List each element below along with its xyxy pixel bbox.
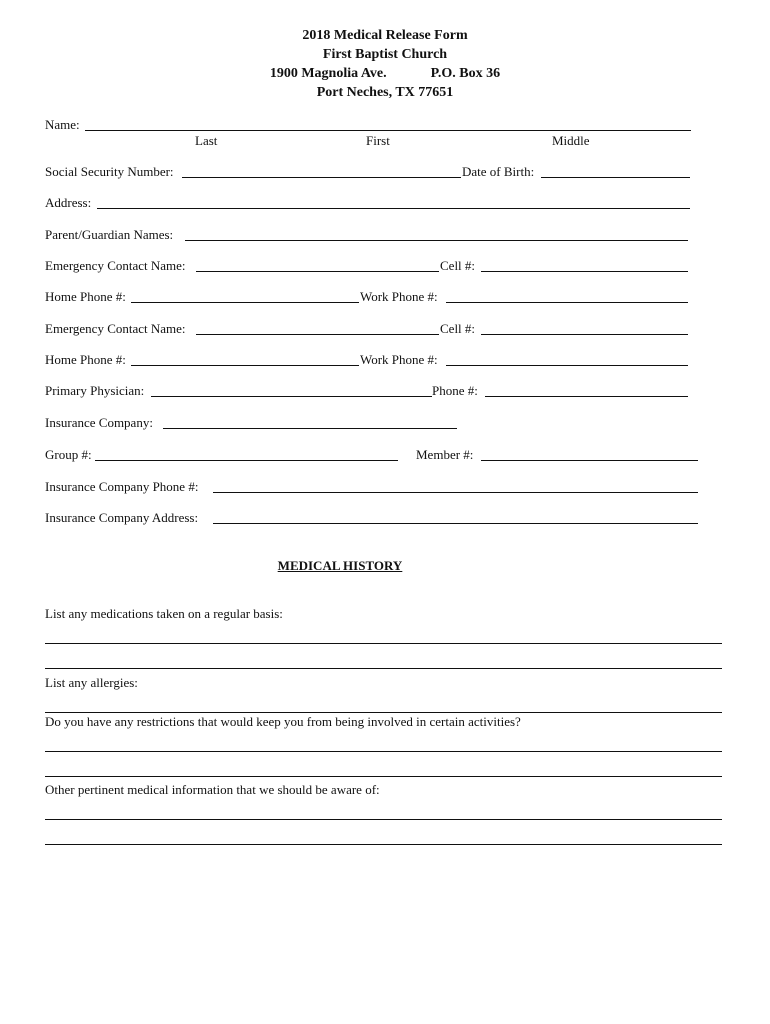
- home-phone-2-field[interactable]: [131, 365, 359, 366]
- insurance-phone-row: [45, 479, 705, 495]
- name-field[interactable]: [85, 130, 691, 131]
- work-phone-2-field[interactable]: [446, 365, 688, 366]
- insurance-company-label: Insurance Company:: [45, 415, 153, 430]
- cell-2-label: Cell #:: [440, 321, 476, 336]
- dob-label: Date of Birth:: [462, 164, 535, 179]
- other-info-prompt: Other pertinent medical information that we should be aware of:: [45, 782, 380, 797]
- phone-2-row: [45, 352, 695, 368]
- work-phone-1-label: Work Phone #:: [360, 289, 438, 304]
- ssn-field[interactable]: [182, 177, 461, 178]
- home-phone-2-label: Home Phone #:: [45, 352, 126, 367]
- medical-history-title: MEDICAL HISTORY: [277, 558, 403, 573]
- insurance-phone-field[interactable]: [213, 492, 698, 493]
- member-field[interactable]: [481, 460, 698, 461]
- church-address-line: [0, 64, 770, 83]
- parent-guardian-label: Parent/Guardian Names:: [45, 227, 174, 242]
- restrictions-prompt: Do you have any restrictions that would keep you from being involved in certain activities?: [45, 714, 521, 729]
- cell-2-field[interactable]: [481, 334, 688, 335]
- phone-1-row: [45, 289, 695, 305]
- emergency-contact-1-field[interactable]: [196, 271, 439, 272]
- home-phone-1-field[interactable]: [131, 302, 359, 303]
- home-phone-1-label: Home Phone #:: [45, 289, 126, 304]
- medications-line-1[interactable]: [45, 643, 722, 644]
- emergency-contact-2-label: Emergency Contact Name:: [45, 321, 186, 336]
- primary-physician-field[interactable]: [151, 396, 432, 397]
- work-phone-1-field[interactable]: [446, 302, 688, 303]
- restrictions-line-1[interactable]: [45, 751, 722, 752]
- group-member-row: [45, 447, 705, 463]
- form-header: [0, 26, 770, 102]
- church-name: First Baptist Church: [322, 47, 448, 62]
- name-first-caption: First: [366, 133, 390, 148]
- physician-row: [45, 383, 695, 399]
- name-last-caption: Last: [195, 133, 218, 148]
- primary-physician-label: Primary Physician:: [45, 383, 145, 398]
- insurance-phone-label: Insurance Company Phone #:: [45, 479, 199, 494]
- insurance-address-row: [45, 510, 705, 526]
- group-label: Group #:: [45, 447, 92, 462]
- medications-prompt: List any medications taken on a regular basis:: [45, 606, 283, 621]
- parent-guardian-field[interactable]: [185, 240, 688, 241]
- cell-1-label: Cell #:: [440, 258, 476, 273]
- insurance-company-field[interactable]: [163, 428, 457, 429]
- parent-guardian-row: [45, 227, 695, 243]
- insurance-address-label: Insurance Company Address:: [45, 510, 199, 525]
- emergency-contact-1-row: [45, 258, 695, 274]
- emergency-contact-2-row: [45, 321, 695, 337]
- allergies-line[interactable]: [45, 712, 722, 713]
- insurance-company-row: [45, 415, 695, 431]
- allergies-prompt: List any allergies:: [45, 675, 138, 690]
- other-info-line-1[interactable]: [45, 819, 722, 820]
- street-address: 1900 Magnolia Ave.: [269, 66, 387, 81]
- address-label: Address:: [45, 195, 92, 210]
- insurance-address-field[interactable]: [213, 523, 698, 524]
- physician-phone-field[interactable]: [485, 396, 688, 397]
- emergency-contact-1-label: Emergency Contact Name:: [45, 258, 186, 273]
- name-middle-caption: Middle: [552, 133, 590, 148]
- ssn-row: [45, 164, 695, 180]
- address-field[interactable]: [97, 208, 690, 209]
- other-info-line-2[interactable]: [45, 844, 722, 845]
- dob-field[interactable]: [541, 177, 690, 178]
- restrictions-line-2[interactable]: [45, 776, 722, 777]
- ssn-label: Social Security Number:: [45, 164, 174, 179]
- church-city: Port Neches, TX 77651: [316, 85, 454, 100]
- cell-1-field[interactable]: [481, 271, 688, 272]
- emergency-contact-2-field[interactable]: [196, 334, 439, 335]
- form-title: 2018 Medical Release Form: [302, 28, 468, 43]
- address-row: [45, 195, 695, 211]
- group-field[interactable]: [95, 460, 398, 461]
- name-label: Name:: [45, 117, 80, 132]
- name-row: [45, 117, 695, 148]
- physician-phone-label: Phone #:: [432, 383, 478, 398]
- medications-line-2[interactable]: [45, 668, 722, 669]
- po-box: P.O. Box 36: [430, 66, 501, 81]
- member-label: Member #:: [416, 447, 474, 462]
- work-phone-2-label: Work Phone #:: [360, 352, 438, 367]
